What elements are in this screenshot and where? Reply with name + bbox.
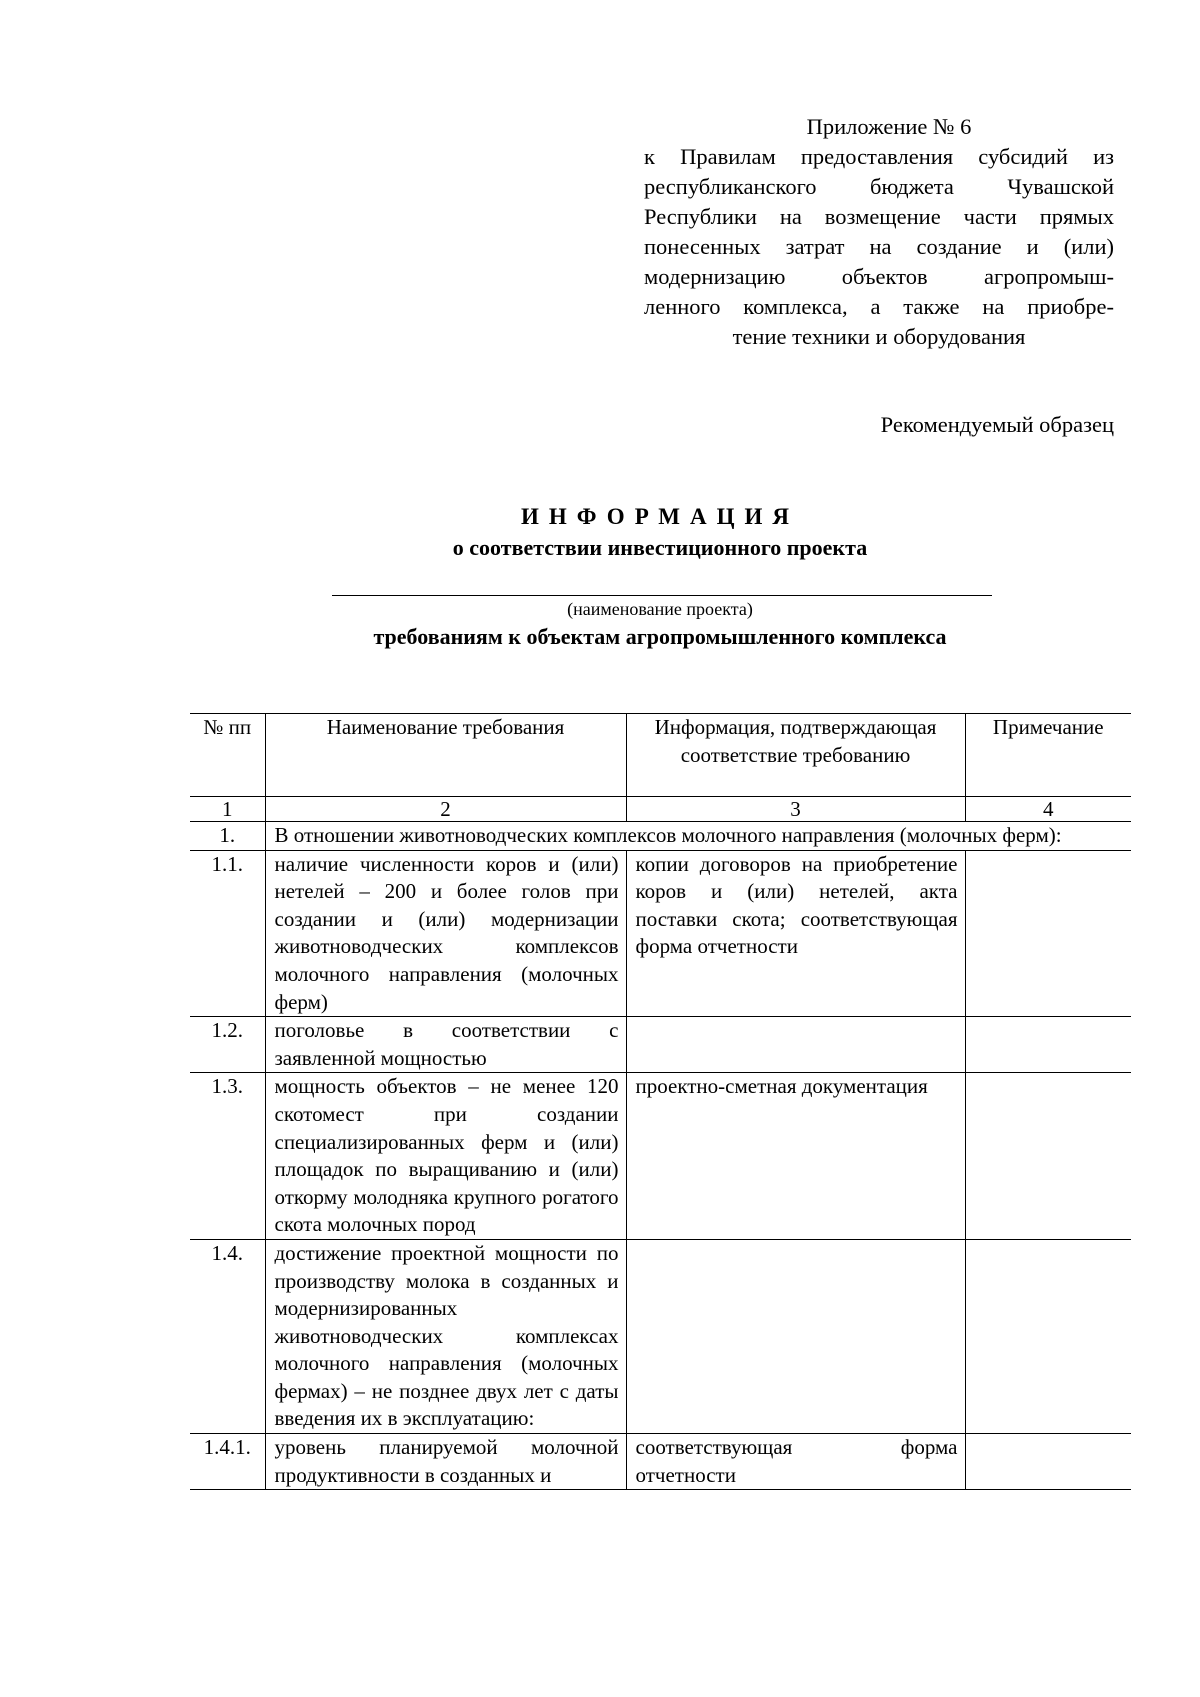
- row-number: 1.2.: [190, 1017, 265, 1073]
- column-number: 1: [190, 797, 265, 822]
- info-cell: [626, 1017, 965, 1073]
- info-cell: [626, 1239, 965, 1433]
- project-name-line: [332, 595, 992, 596]
- document-title: ИНФОРМАЦИЯ: [520, 504, 800, 529]
- note-cell: [965, 1073, 1131, 1240]
- table-row: [190, 1239, 1131, 1433]
- document-subtitle-2: требованиям к объектам агропромышленного комплекса: [373, 624, 947, 649]
- project-name-caption: (наименование проекта): [567, 599, 753, 619]
- header-num: № пп: [190, 714, 265, 797]
- table-row: [190, 850, 1131, 1017]
- appendix-line: ленного комплекса, а также на приобре-: [644, 294, 1114, 319]
- appendix-line: понесенных затрат на создание и (или): [644, 234, 1114, 259]
- requirement-cell: уровень планируемой молочной продуктивности в созданных и: [265, 1434, 626, 1490]
- appendix-line: к Правилам предоставления субсидий из: [644, 144, 1114, 169]
- note-cell: [965, 850, 1131, 1017]
- row-number: 1.4.: [190, 1239, 265, 1433]
- section-title: В отношении животноводческих комплексов молочного направления (молочных ферм):: [265, 822, 1131, 851]
- appendix-header: [644, 112, 1114, 352]
- requirements-table: [190, 713, 1131, 1490]
- table-header-row: [190, 714, 1131, 797]
- column-number: 4: [965, 797, 1131, 822]
- note-cell: [965, 1017, 1131, 1073]
- row-number: 1.4.1.: [190, 1434, 265, 1490]
- note-cell: [965, 1239, 1131, 1433]
- requirement-cell: достижение проектной мощности по производству молока в созданных и модернизированных животноводческих комплексах молочного направления (молочных фермах) – не позднее двух лет с даты введения их в эксплуатацию:: [265, 1239, 626, 1433]
- document-subtitle: о соответствии инвестиционного проекта: [452, 535, 868, 560]
- appendix-line: модернизацию объектов агропромыш-: [644, 264, 1114, 289]
- requirement-cell: поголовье в соответствии с заявленной мощностью: [265, 1017, 626, 1073]
- section-row: [190, 822, 1131, 851]
- requirement-cell: мощность объектов – не менее 120 скотомест при создании специализированных ферм и (или) площадок по выращиванию и (или) откорму молодняка крупного рогатого скота молочных пород: [265, 1073, 626, 1240]
- column-number-row: [190, 797, 1131, 822]
- appendix-line: республиканского бюджета Чувашской: [644, 174, 1114, 199]
- column-number: 3: [626, 797, 965, 822]
- table-row: [190, 1073, 1131, 1240]
- row-number: 1.3.: [190, 1073, 265, 1240]
- row-number: 1.: [190, 822, 265, 851]
- table-row: [190, 1017, 1131, 1073]
- info-cell: соответствующая форма отчетности: [626, 1434, 965, 1490]
- row-number: 1.1.: [190, 850, 265, 1017]
- requirement-cell: наличие численности коров и (или) нетелей – 200 и более голов при создании и (или) модернизации животноводческих комплексов молочного направления (молочных ферм): [265, 850, 626, 1017]
- table-row: [190, 1434, 1131, 1490]
- sample-label: Рекомендуемый образец: [880, 412, 1114, 437]
- note-cell: [965, 1434, 1131, 1490]
- appendix-line: тение техники и оборудования: [732, 324, 1026, 349]
- appendix-number: Приложение № 6: [806, 114, 972, 139]
- info-cell: копии договоров на приобретение коров и (или) нетелей, акта поставки скота; соответствующая форма отчетности: [626, 850, 965, 1017]
- info-cell: проектно-сметная документация: [626, 1073, 965, 1240]
- header-note: Примечание: [965, 714, 1131, 797]
- header-info: Информация, подтверждающая соответствие требованию: [626, 714, 965, 797]
- header-requirement: Наименование требования: [265, 714, 626, 797]
- appendix-line: Республики на возмещение части прямых: [644, 204, 1114, 229]
- column-number: 2: [265, 797, 626, 822]
